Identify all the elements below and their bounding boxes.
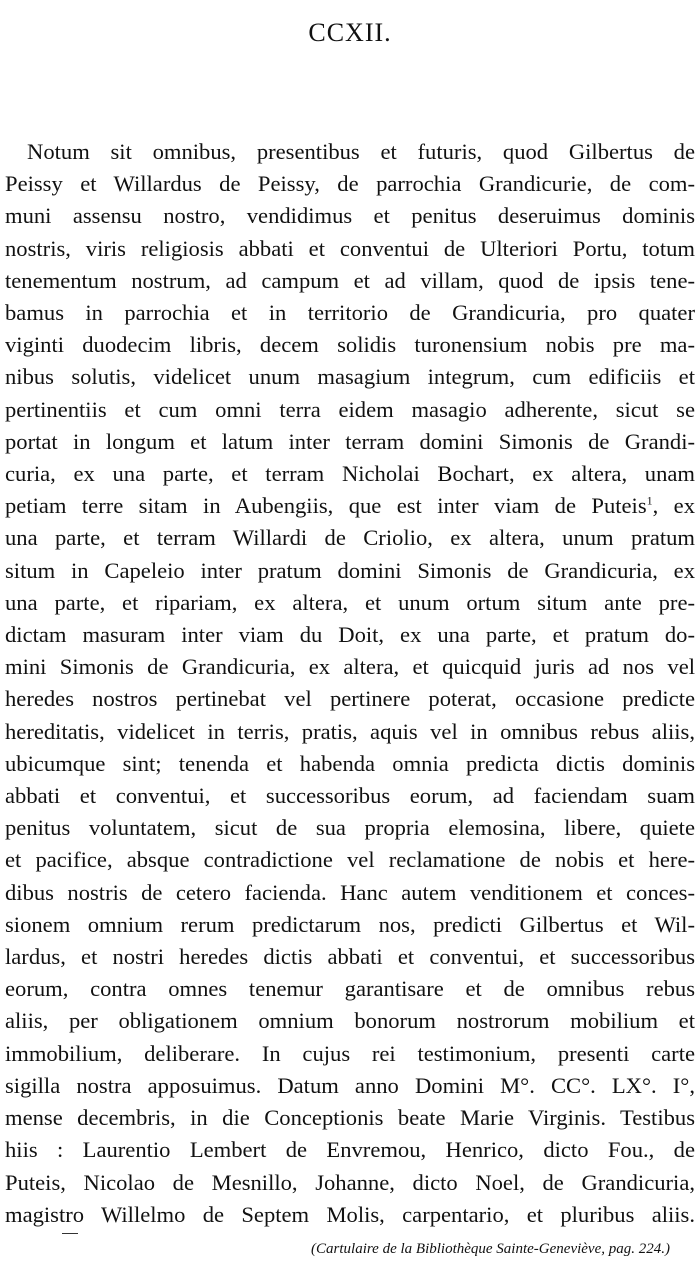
- text-line-content: pertinentiis et cum omni terra eidem masagio adherente, sicut se: [5, 396, 695, 422]
- text-line-content: curia, ex una parte, et terram Nicholai Bochart, ex altera, unam: [5, 461, 695, 487]
- text-line: [5, 1070, 695, 1102]
- text-line-content: penitus voluntatem, sicut de sua propria elemosina, libere, quiete: [5, 815, 695, 841]
- text-line-content: Notum sit omnibus, presentibus et futuris, quod Gilbertus de: [27, 139, 695, 164]
- text-line-content: tenementum nostrum, ad campum et ad villam, quod de ipsis tene-: [5, 267, 695, 293]
- text-line-content: abbati et conventui, et successoribus eorum, ad faciendam suam: [5, 783, 695, 809]
- text-line-content: dictam masuram inter viam du Doit, ex una parte, et pratum do-: [5, 622, 695, 648]
- text-line-content: una parte, et ripariam, ex altera, et unum ortum situm ante pre-: [5, 589, 695, 615]
- text-line: [5, 651, 695, 683]
- text-line: [5, 877, 695, 909]
- charter-number-title: CCXII.: [308, 18, 392, 47]
- text-line: [5, 1102, 695, 1134]
- text-line-content: bamus in parrochia et in territorio de Grandicuria, pro quater: [5, 300, 695, 326]
- text-line-content: hiis : Laurentio Lembert de Envremou, Henrico, dicto Fou., de: [5, 1137, 695, 1163]
- text-line: [5, 522, 695, 554]
- text-line-content: viginti duodecim libris, decem solidis turonensium nobis pre ma-: [5, 332, 695, 358]
- text-line-content: sigilla nostra apposuimus. Datum anno Domini M°. CC°. LX°. I°,: [5, 1072, 695, 1098]
- text-line: [5, 587, 695, 619]
- text-line: [5, 780, 695, 812]
- text-line-content: aliis, per obligationem omnium bonorum nostrorum mobilium et: [5, 1008, 695, 1034]
- text-line-content: heredes nostros pertinebat vel pertinere poterat, occasione predicte: [5, 686, 695, 712]
- text-line-content: immobilium, deliberare. In cujus rei testimonium, presenti carte: [5, 1040, 695, 1066]
- text-line-tail: , ex: [652, 493, 696, 519]
- text-line: [5, 1167, 695, 1199]
- text-line: [5, 1038, 695, 1070]
- text-line-content: eorum, contra omnes tenemur garantisare et de omnibus rebus: [5, 976, 695, 1002]
- source-open-paren: (: [311, 1241, 317, 1257]
- text-line-content: magistro Willelmo de Septem Molis, carpentario, et pluribus aliis.: [5, 1201, 695, 1227]
- text-line: [5, 748, 695, 780]
- text-line-content: lardus, et nostri heredes dictis abbati et conventui, et successoribus: [5, 944, 695, 970]
- text-line: [5, 361, 695, 393]
- text-line: [5, 555, 695, 587]
- text-line-content: mense decembris, in die Conceptionis beate Marie Virginis. Testibus: [5, 1105, 695, 1131]
- text-line: [5, 973, 695, 1005]
- text-line-content: muni assensu nostro, vendidimus et penitus deseruimus dominis: [5, 203, 695, 229]
- text-line: [5, 812, 695, 844]
- text-line: [5, 1134, 695, 1166]
- text-line-content: una parte, et terram Willardi de Criolio, ex altera, unum pratum: [5, 525, 695, 551]
- text-line: [5, 200, 695, 232]
- source-citation: [311, 1241, 670, 1258]
- text-line: [5, 168, 695, 200]
- text-line-content: ubicumque sint; tenenda et habenda omnia predicta dictis dominis: [5, 750, 695, 776]
- text-line-content: situm in Capeleio inter pratum domini Simonis de Grandicuria, ex: [5, 557, 695, 583]
- text-line: [5, 909, 695, 941]
- text-line: [5, 458, 695, 490]
- text-line-content: mini Simonis de Grandicuria, ex altera, et quicquid juris ad nos vel: [5, 654, 695, 680]
- text-line: [5, 329, 695, 361]
- separator-dash: [62, 1233, 78, 1234]
- text-line: [5, 490, 695, 522]
- text-line: [5, 297, 695, 329]
- text-line-content: nostris, viris religiosis abbati et conventui de Ulteriori Portu, totum: [5, 235, 695, 261]
- text-line: [5, 619, 695, 651]
- text-line: [5, 265, 695, 297]
- footnote-marker: 1: [646, 493, 653, 508]
- text-line-content: dibus nostris de cetero facienda. Hanc autem venditionem et conces-: [5, 879, 695, 905]
- text-line: [5, 941, 695, 973]
- text-line: [5, 1199, 695, 1231]
- text-line: [5, 394, 695, 426]
- text-line: [5, 844, 695, 876]
- text-line-content: hereditatis, videlicet in terris, pratis, aquis vel in omnibus rebus aliis,: [5, 718, 695, 744]
- text-line-content: portat in longum et latum inter terram domini Simonis de Grandi-: [5, 428, 695, 454]
- text-line: [5, 136, 695, 168]
- text-line: [5, 683, 695, 715]
- text-line: [5, 716, 695, 748]
- text-line-content: sionem omnium rerum predictarum nos, predicti Gilbertus et Wil-: [5, 911, 695, 937]
- text-line: [5, 426, 695, 458]
- text-line: [5, 1005, 695, 1037]
- text-line-content: nibus solutis, videlicet unum masagium integrum, cum edificiis et: [5, 364, 695, 390]
- text-line-content: petiam terre sitam in Aubengiis, que est inter viam de Puteis: [5, 493, 647, 519]
- source-page: , pag. 224.): [601, 1241, 670, 1257]
- charter-text: [5, 136, 695, 1231]
- source-title: Cartulaire de la Bibliothèque Sainte-Geneviève: [316, 1241, 602, 1257]
- text-line-content: et pacifice, absque contradictione vel reclamatione de nobis et here-: [5, 847, 695, 873]
- text-line-content: Puteis, Nicolao de Mesnillo, Johanne, dicto Noel, de Grandicuria,: [5, 1169, 695, 1195]
- text-line-content: Peissy et Willardus de Peissy, de parrochia Grandicurie, de com-: [5, 171, 695, 197]
- text-line: [5, 233, 695, 265]
